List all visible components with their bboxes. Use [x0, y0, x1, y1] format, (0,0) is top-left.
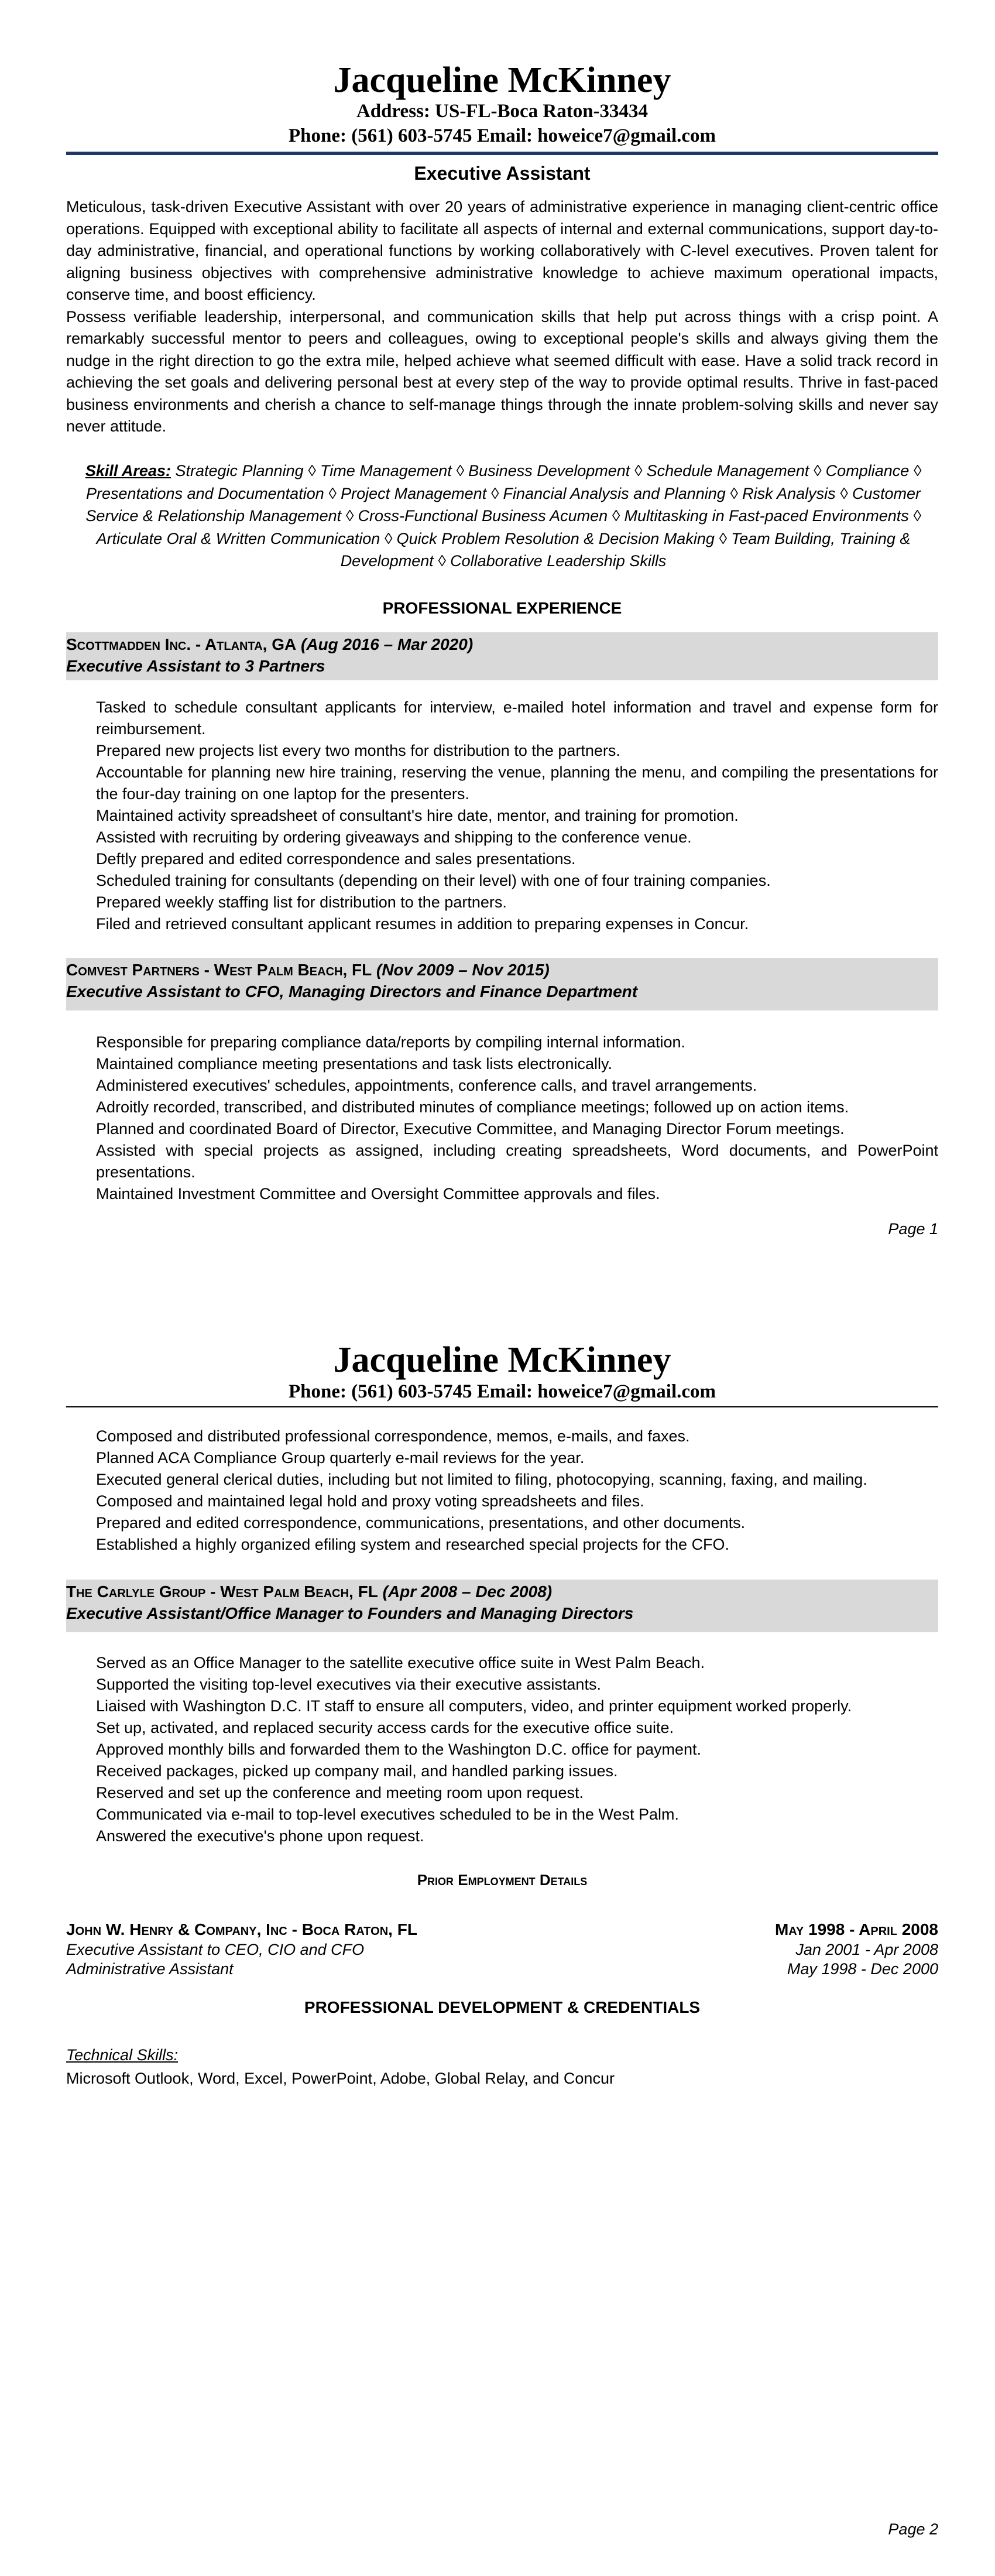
duty-item: Adroitly recorded, transcribed, and distributed minutes of compliance meetings; followed up on action items. [96, 1098, 849, 1116]
duty-item: Answered the executive's phone upon request. [96, 1827, 424, 1845]
job-dates: (Apr 2008 – Dec 2008) [382, 1582, 553, 1601]
duty-item: Executed general clerical duties, including but not limited to filing, photocopying, scanning, faxing, and mailing. [96, 1471, 867, 1488]
contact-info: Phone: (561) 603-5745 Email: howeice7@gmail.com [289, 125, 716, 146]
duty-item: Assisted with special projects as assigned, including creating spreadsheets, Word documents, and PowerPoint presentations. [96, 1142, 938, 1181]
summary [66, 196, 938, 438]
duty-item: Served as an Office Manager to the satellite executive office suite in West Palm Beach. [96, 1654, 705, 1671]
duty-item: Administered executives' schedules, appointments, conference calls, and travel arrangements. [96, 1077, 757, 1094]
duty-item: Communicated via e-mail to top-level executives scheduled to be in the West Palm. [96, 1806, 679, 1823]
duty-item: Scheduled training for consultants (depending on their level) with one of four training companies. [96, 872, 771, 889]
section-heading-development: PROFESSIONAL DEVELOPMENT & CREDENTIALS [304, 1998, 701, 2016]
headline: Executive Assistant [414, 163, 591, 184]
duty-item: Accountable for planning new hire training, reserving the venue, planning the menu, and compiling the presentations for the four-day training on one laptop for the presenters. [96, 763, 938, 803]
address: Address: US-FL-Boca Raton-33434 [356, 101, 649, 122]
prior-role: Executive Assistant to CEO, CIO and CFO [66, 1941, 365, 1958]
duty-item: Supported the visiting top-level executives via their executive assistants. [96, 1676, 601, 1693]
job-header [66, 1580, 938, 1632]
duty-item: Received packages, picked up company mail, and handled parking issues. [96, 1762, 618, 1780]
duty-item: Filed and retrieved consultant applicant resumes in addition to preparing expenses in Concur. [96, 915, 749, 933]
header-divider [66, 1406, 938, 1407]
duty-item: Planned ACA Compliance Group quarterly e-mail reviews for the year. [96, 1449, 585, 1467]
candidate-name: Jacqueline McKinney [333, 60, 671, 100]
prior-role-dates: Jan 2001 - Apr 2008 [795, 1941, 938, 1958]
prior-role-dates: May 1998 - Dec 2000 [787, 1960, 938, 1978]
duty-item: Planned and coordinated Board of Director, Executive Committee, and Managing Director Forum meetings. [96, 1120, 845, 1138]
section-heading-prior-employment: Prior Employment Details [417, 1871, 588, 1889]
job-role: Executive Assistant to CFO, Managing Directors and Finance Department [66, 982, 638, 1001]
prior-employment [66, 1919, 938, 1979]
duty-item: Liaised with Washington D.C. IT staff to ensure all computers, video, and printer equipment worked properly. [96, 1697, 852, 1715]
duty-item: Prepared and edited correspondence, communications, presentations, and other documents. [96, 1514, 746, 1532]
prior-role: Administrative Assistant [66, 1960, 234, 1978]
duty-item: Prepared weekly staffing list for distribution to the partners. [96, 893, 507, 911]
duty-item: Reserved and set up the conference and meeting room upon request. [96, 1784, 584, 1801]
skill-areas-label: Skill Areas: [85, 462, 171, 479]
prior-company: John W. Henry & Company, Inc - Boca Raton, FL [66, 1920, 417, 1938]
duty-item: Composed and maintained legal hold and proxy voting spreadsheets and files. [96, 1492, 644, 1510]
duty-item: Maintained compliance meeting presentations and task lists electronically. [96, 1055, 612, 1073]
candidate-name: Jacqueline McKinney [333, 1340, 671, 1380]
job-duties [66, 1652, 938, 1847]
job-role: Executive Assistant/Office Manager to Founders and Managing Directors [66, 1604, 634, 1622]
page-number: Page 1 [888, 1220, 938, 1238]
duty-item: Deftly prepared and edited correspondence and sales presentations. [96, 850, 576, 868]
job-header [66, 632, 938, 680]
duty-item: Approved monthly bills and forwarded them to the Washington D.C. office for payment. [96, 1741, 702, 1758]
header-divider [66, 152, 938, 155]
summary-paragraph: Meticulous, task-driven Executive Assistant with over 20 years of administrative experience in managing client-centric office operations. Equipped with exceptional ability to facilitate all aspects of internal and external communications, support day-to-day administrative, financial, and operational functions by working collaboratively with C-level executives. Proven talent for aligning business objectives with comprehensive administrative knowledge to achieve maximum operational impacts, conserve time, and boost efficiency. [66, 198, 938, 303]
duty-item: Maintained Investment Committee and Oversight Committee approvals and files. [96, 1185, 660, 1203]
duty-item: Composed and distributed professional correspondence, memos, e-mails, and faxes. [96, 1427, 690, 1445]
job-duties [66, 1426, 938, 1556]
duty-item: Assisted with recruiting by ordering giveaways and shipping to the conference venue. [96, 828, 692, 846]
company-name: The Carlyle Group - West Palm Beach, FL [66, 1582, 378, 1601]
section-heading-experience: PROFESSIONAL EXPERIENCE [382, 599, 622, 617]
job-duties [66, 1032, 938, 1205]
duty-item: Prepared new projects list every two months for distribution to the partners. [96, 742, 620, 759]
summary-paragraph: Possess verifiable leadership, interpersonal, and communication skills that help put across things with a crisp point. A remarkably successful mentor to peers and colleagues, owing to exceptional people's skills and always giving them the nudge in the right direction to go the extra mile, helped achieve what seemed difficult with ease. Have a solid track record in achieving the set goals and delivering personal best at every step of the way to provide optimal results. Thrive in fast-paced business environments and cherish a chance to self-manage things through the innate problem-solving skills and never say never attitude. [66, 307, 938, 435]
duty-item: Set up, activated, and replaced security access cards for the executive office suite. [96, 1719, 674, 1736]
prior-dates: May 1998 - April 2008 [774, 1920, 938, 1938]
job-duties [66, 697, 938, 935]
job-role: Executive Assistant to 3 Partners [66, 657, 325, 675]
duty-item: Maintained activity spreadsheet of consultant's hire date, mentor, and training for promotion. [96, 807, 739, 824]
job-header [66, 958, 938, 1010]
page-number: Page 2 [888, 2520, 938, 2538]
technical-skills: Microsoft Outlook, Word, Excel, PowerPoint, Adobe, Global Relay, and Concur [66, 2070, 615, 2087]
contact-info: Phone: (561) 603-5745 Email: howeice7@gmail.com [289, 1381, 716, 1402]
company-name: Scottmadden Inc. - Atlanta, GA [66, 635, 297, 653]
duty-item: Tasked to schedule consultant applicants for interview, e-mailed hotel information and travel and expense form for reimbursement. [96, 698, 938, 738]
job-dates: (Nov 2009 – Nov 2015) [376, 961, 550, 979]
duty-item: Established a highly organized efiling system and researched special projects for the CFO. [96, 1536, 730, 1553]
skill-areas-list: Strategic Planning ◊ Time Management ◊ Business Development ◊ Schedule Management ◊ Compliance ◊ Presentations and Documentation ◊ Project Management ◊ Financial Analysis and Planning ◊ Risk Analysis ◊ Customer Service & Relationship Management ◊ Cross-Functional Business Acumen ◊ Multitasking in Fast-paced Environments ◊ Articulate Oral & Written Communication ◊ Quick Problem Resolution & Decision Making ◊ Team Building, Training & Development ◊ Collaborative Leadership Skills [85, 462, 922, 570]
technical-skills-label: Technical Skills: [66, 2046, 179, 2064]
duty-item: Responsible for preparing compliance data/reports by compiling internal information. [96, 1033, 686, 1051]
job-dates: (Aug 2016 – Mar 2020) [301, 635, 474, 653]
skill-areas [76, 460, 931, 573]
company-name: Comvest Partners - West Palm Beach, FL [66, 961, 372, 979]
